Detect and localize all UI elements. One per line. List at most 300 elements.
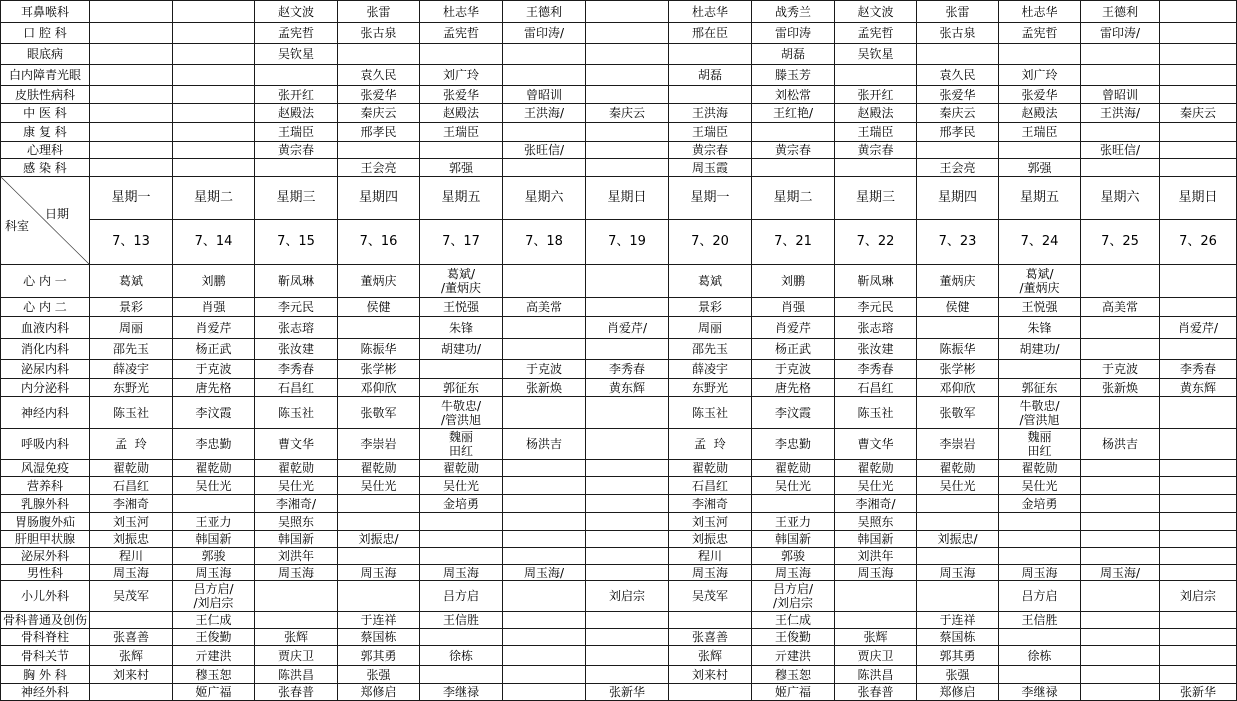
doctor-cell — [586, 86, 669, 104]
doctor-cell — [999, 360, 1081, 379]
doctor-cell: 东野光 — [90, 379, 173, 397]
doctor-cell — [917, 317, 999, 339]
doctor-cell: 韩国新 — [752, 531, 835, 548]
doctor-cell: 赵文波 — [255, 1, 338, 23]
table-row — [1, 531, 1237, 548]
doctor-cell: 王悦强 — [999, 298, 1081, 317]
doctor-cell — [586, 123, 669, 142]
doctor-cell: 王洪海/ — [503, 104, 586, 123]
doctor-cell: 侯健 — [338, 298, 420, 317]
doctor-cell: 肖爱芹 — [173, 317, 255, 339]
date-header: 7、17 — [420, 219, 503, 264]
doctor-cell: 高美常 — [1081, 298, 1160, 317]
doctor-cell: 刘启宗 — [586, 581, 669, 612]
doctor-cell: 周玉海 — [338, 565, 420, 581]
department-label: 消化内科 — [1, 339, 90, 360]
doctor-cell — [338, 317, 420, 339]
department-label: 心 内 二 — [1, 298, 90, 317]
doctor-cell: 张辉 — [90, 646, 173, 666]
doctor-cell — [503, 548, 586, 565]
doctor-cell: 陈玉社 — [255, 397, 338, 429]
table-row — [1, 65, 1237, 86]
doctor-cell: 秦庆云 — [338, 104, 420, 123]
doctor-cell: 张雷 — [338, 1, 420, 23]
doctor-cell — [1160, 44, 1237, 65]
doctor-cell: 刘玉河 — [669, 513, 752, 531]
doctor-cell — [586, 513, 669, 531]
date-header: 7、25 — [1081, 219, 1160, 264]
doctor-cell: 翟乾勋 — [338, 460, 420, 477]
doctor-cell: 魏丽 田红 — [999, 429, 1081, 460]
doctor-cell — [586, 495, 669, 513]
doctor-cell — [1081, 513, 1160, 531]
doctor-cell: 姬广福 — [173, 684, 255, 701]
doctor-cell: 邢孝民 — [338, 123, 420, 142]
doctor-cell: 姬广福 — [752, 684, 835, 701]
table-row — [1, 460, 1237, 477]
doctor-cell: 张汝建 — [255, 339, 338, 360]
doctor-cell — [586, 298, 669, 317]
doctor-cell: 邵先玉 — [669, 339, 752, 360]
doctor-cell: 曹文华 — [835, 429, 917, 460]
doctor-cell: 李湘奇 — [90, 495, 173, 513]
doctor-cell: 李秀春 — [255, 360, 338, 379]
doctor-cell — [586, 265, 669, 298]
doctor-cell: 王洪海 — [669, 104, 752, 123]
doctor-cell: 吕方启/ /刘启宗 — [173, 581, 255, 612]
doctor-cell: 李湘奇/ — [835, 495, 917, 513]
doctor-cell: 翟乾勋 — [173, 460, 255, 477]
doctor-cell: 王俊勤 — [752, 629, 835, 646]
doctor-cell: 郭强 — [420, 159, 503, 177]
doctor-cell — [1081, 123, 1160, 142]
doctor-cell: 程川 — [90, 548, 173, 565]
doctor-cell — [586, 565, 669, 581]
doctor-cell — [503, 477, 586, 495]
doctor-cell — [503, 684, 586, 701]
weekday-header: 星期五 — [420, 177, 503, 220]
doctor-cell: 李秀春 — [1160, 360, 1237, 379]
department-label: 血液内科 — [1, 317, 90, 339]
doctor-cell: 袁久民 — [338, 65, 420, 86]
doctor-cell: 王会亮 — [917, 159, 999, 177]
table-row — [1, 397, 1237, 429]
doctor-cell: 李汶霞 — [173, 397, 255, 429]
department-label: 呼吸内科 — [1, 429, 90, 460]
doctor-cell — [503, 460, 586, 477]
department-label: 泌尿内科 — [1, 360, 90, 379]
table-row — [1, 265, 1237, 298]
doctor-cell: 张新焕 — [1081, 379, 1160, 397]
doctor-cell — [255, 159, 338, 177]
doctor-cell: 刘鹏 — [752, 265, 835, 298]
doctor-cell — [1081, 44, 1160, 65]
doctor-cell — [1081, 65, 1160, 86]
doctor-cell — [917, 581, 999, 612]
doctor-cell: 于克波 — [173, 360, 255, 379]
doctor-cell — [90, 44, 173, 65]
doctor-cell: 吴仕光 — [173, 477, 255, 495]
doctor-cell: 陈玉社 — [835, 397, 917, 429]
doctor-cell — [503, 646, 586, 666]
doctor-cell: 李湘奇 — [669, 495, 752, 513]
doctor-cell: 胡磊 — [752, 44, 835, 65]
doctor-cell: 韩国新 — [255, 531, 338, 548]
doctor-cell — [420, 513, 503, 531]
doctor-cell: 雷印涛/ — [503, 23, 586, 44]
weekday-header: 星期六 — [503, 177, 586, 220]
doctor-cell: 张喜善 — [669, 629, 752, 646]
doctor-cell: 张春普 — [835, 684, 917, 701]
doctor-cell: 黄宗春 — [835, 142, 917, 159]
doctor-cell: 邵先玉 — [90, 339, 173, 360]
doctor-cell — [1160, 548, 1237, 565]
table-row — [1, 379, 1237, 397]
doctor-cell: 李秀春 — [586, 360, 669, 379]
doctor-cell — [90, 104, 173, 123]
doctor-cell: 徐栋 — [420, 646, 503, 666]
doctor-cell — [503, 65, 586, 86]
doctor-cell — [1081, 629, 1160, 646]
department-label: 风湿免疫 — [1, 460, 90, 477]
weekday-header: 星期日 — [586, 177, 669, 220]
doctor-cell: 周玉海/ — [1081, 565, 1160, 581]
doctor-cell: 战秀兰 — [752, 1, 835, 23]
doctor-cell: 王瑞臣 — [835, 123, 917, 142]
doctor-cell — [90, 684, 173, 701]
doctor-cell: 张春普 — [255, 684, 338, 701]
department-label: 康 复 科 — [1, 123, 90, 142]
doctor-cell — [1081, 684, 1160, 701]
doctor-cell: 赵殿法 — [255, 104, 338, 123]
doctor-cell: 秦庆云 — [917, 104, 999, 123]
doctor-cell — [835, 581, 917, 612]
doctor-cell — [90, 159, 173, 177]
doctor-cell — [503, 629, 586, 646]
doctor-cell: 王瑞臣 — [999, 123, 1081, 142]
doctor-cell: 朱锋 — [999, 317, 1081, 339]
doctor-cell: 张古泉 — [338, 23, 420, 44]
doctor-cell: 侯健 — [917, 298, 999, 317]
table-row — [1, 298, 1237, 317]
doctor-cell — [999, 44, 1081, 65]
doctor-cell — [586, 1, 669, 23]
doctor-cell — [1160, 460, 1237, 477]
doctor-cell: 陈玉社 — [669, 397, 752, 429]
doctor-cell: 郭征东 — [999, 379, 1081, 397]
table-row — [1, 666, 1237, 684]
doctor-cell — [917, 548, 999, 565]
doctor-cell: 黄东辉 — [1160, 379, 1237, 397]
doctor-cell: 吴仕光 — [420, 477, 503, 495]
doctor-cell: 吕方启/ /刘启宗 — [752, 581, 835, 612]
department-label: 白内障青光眼 — [1, 65, 90, 86]
doctor-cell: 周玉海 — [752, 565, 835, 581]
doctor-cell: 张爱华 — [999, 86, 1081, 104]
doctor-cell — [1081, 581, 1160, 612]
doctor-cell: 周玉海 — [835, 565, 917, 581]
table-row — [1, 612, 1237, 629]
doctor-cell: 张辉 — [255, 629, 338, 646]
doctor-cell: 于克波 — [1081, 360, 1160, 379]
table-row — [1, 317, 1237, 339]
doctor-cell — [1081, 612, 1160, 629]
date-header: 7、13 — [90, 219, 173, 264]
department-label: 皮肤性病科 — [1, 86, 90, 104]
doctor-cell — [1081, 265, 1160, 298]
date-header: 7、24 — [999, 219, 1081, 264]
doctor-cell: 张学彬 — [917, 360, 999, 379]
doctor-cell: 牛敬忠/ /管洪旭 — [999, 397, 1081, 429]
doctor-cell — [586, 23, 669, 44]
doctor-cell — [420, 548, 503, 565]
doctor-cell — [338, 142, 420, 159]
doctor-cell: 刘洪年 — [835, 548, 917, 565]
doctor-cell: 唐先格 — [173, 379, 255, 397]
doctor-cell: 李忠勤 — [173, 429, 255, 460]
doctor-cell: 石昌红 — [835, 379, 917, 397]
department-label: 骨科普通及创伤 — [1, 612, 90, 629]
doctor-cell — [90, 23, 173, 44]
doctor-cell — [503, 397, 586, 429]
doctor-cell: 石昌红 — [255, 379, 338, 397]
doctor-cell: 张汝建 — [835, 339, 917, 360]
doctor-cell — [586, 65, 669, 86]
doctor-cell — [586, 612, 669, 629]
weekday-header: 星期三 — [835, 177, 917, 220]
doctor-cell: 邢在臣 — [669, 23, 752, 44]
doctor-cell — [1160, 565, 1237, 581]
doctor-cell: 杨正武 — [173, 339, 255, 360]
doctor-cell: 王俊勤 — [173, 629, 255, 646]
doctor-cell: 张爱华 — [917, 86, 999, 104]
doctor-cell — [669, 612, 752, 629]
doctor-cell — [503, 513, 586, 531]
doctor-cell: 陈洪昌 — [835, 666, 917, 684]
doctor-cell — [90, 142, 173, 159]
weekday-header: 星期二 — [752, 177, 835, 220]
doctor-cell: 王红艳/ — [752, 104, 835, 123]
doctor-cell: 郭其勇 — [917, 646, 999, 666]
doctor-cell: 刘来村 — [90, 666, 173, 684]
date-header: 7、15 — [255, 219, 338, 264]
doctor-cell: 张辉 — [835, 629, 917, 646]
doctor-cell: 于连祥 — [338, 612, 420, 629]
doctor-cell — [255, 65, 338, 86]
date-row — [1, 219, 1237, 264]
doctor-cell: 肖强 — [752, 298, 835, 317]
doctor-cell: 李崇岩 — [338, 429, 420, 460]
doctor-cell — [338, 44, 420, 65]
doctor-cell: 王仁成 — [173, 612, 255, 629]
doctor-cell — [503, 495, 586, 513]
doctor-cell — [586, 44, 669, 65]
doctor-cell: 刘来村 — [669, 666, 752, 684]
doctor-cell — [255, 581, 338, 612]
doctor-cell: 蔡国栋 — [917, 629, 999, 646]
doctor-cell: 穆玉恕 — [173, 666, 255, 684]
doctor-cell — [1081, 646, 1160, 666]
doctor-cell: 李汶霞 — [752, 397, 835, 429]
table-row — [1, 429, 1237, 460]
corner-diagonal-box — [1, 205, 89, 236]
table-row — [1, 339, 1237, 360]
doctor-cell — [503, 531, 586, 548]
department-label: 胸 外 科 — [1, 666, 90, 684]
doctor-cell — [173, 159, 255, 177]
weekday-header: 星期四 — [917, 177, 999, 220]
doctor-cell: 吴照东 — [835, 513, 917, 531]
table-row — [1, 104, 1237, 123]
doctor-cell — [1160, 666, 1237, 684]
doctor-cell: 杜志华 — [669, 1, 752, 23]
department-label: 乳腺外科 — [1, 495, 90, 513]
doctor-cell — [1081, 531, 1160, 548]
doctor-cell: 张志瑢 — [255, 317, 338, 339]
table-row — [1, 565, 1237, 581]
doctor-cell: 李继禄 — [420, 684, 503, 701]
doctor-cell — [1081, 548, 1160, 565]
doctor-cell: 陈洪昌 — [255, 666, 338, 684]
date-header: 7、26 — [1160, 219, 1237, 264]
doctor-cell: 杨洪吉 — [503, 429, 586, 460]
doctor-cell: 曾昭训 — [1081, 86, 1160, 104]
doctor-cell: 刘振忠 — [669, 531, 752, 548]
doctor-cell: 赵文波 — [835, 1, 917, 23]
doctor-cell: 魏丽 田红 — [420, 429, 503, 460]
doctor-cell: 王亚力 — [173, 513, 255, 531]
doctor-cell — [503, 581, 586, 612]
doctor-cell — [1160, 531, 1237, 548]
doctor-cell — [255, 612, 338, 629]
upper-department-rows — [1, 1, 1237, 177]
doctor-cell — [173, 86, 255, 104]
doctor-cell: 孟宪哲 — [255, 23, 338, 44]
doctor-cell: 翟乾勋 — [835, 460, 917, 477]
doctor-cell: 周玉海 — [999, 565, 1081, 581]
department-label: 心 内 一 — [1, 265, 90, 298]
department-label: 耳鼻喉科 — [1, 1, 90, 23]
doctor-cell — [503, 339, 586, 360]
doctor-cell: 孟 玲 — [669, 429, 752, 460]
department-label: 眼底病 — [1, 44, 90, 65]
department-label: 口 腔 科 — [1, 23, 90, 44]
doctor-cell: 刘松常 — [752, 86, 835, 104]
doctor-cell: 韩国新 — [835, 531, 917, 548]
doctor-cell: 邓仰欣 — [917, 379, 999, 397]
doctor-cell — [503, 612, 586, 629]
doctor-cell: 滕玉芳 — [752, 65, 835, 86]
doctor-cell: 亓建洪 — [173, 646, 255, 666]
doctor-cell: 张雷 — [917, 1, 999, 23]
doctor-cell: 袁久民 — [917, 65, 999, 86]
doctor-cell: 穆玉恕 — [752, 666, 835, 684]
doctor-cell: 周玉霞 — [669, 159, 752, 177]
doctor-cell — [752, 159, 835, 177]
doctor-cell: 李忠勤 — [752, 429, 835, 460]
doctor-cell: 肖爱芹 — [752, 317, 835, 339]
doctor-cell: 刘振忠/ — [338, 531, 420, 548]
doctor-cell: 张爱华 — [338, 86, 420, 104]
doctor-cell — [1081, 666, 1160, 684]
doctor-cell: 王信胜 — [420, 612, 503, 629]
doctor-cell: 徐栋 — [999, 646, 1081, 666]
doctor-cell — [90, 65, 173, 86]
doctor-cell: 陈振华 — [917, 339, 999, 360]
doctor-cell: 董炳庆 — [338, 265, 420, 298]
doctor-cell — [999, 142, 1081, 159]
doctor-cell: 李湘奇/ — [255, 495, 338, 513]
doctor-cell — [586, 629, 669, 646]
doctor-cell: 靳凤琳 — [835, 265, 917, 298]
doctor-cell: 雷印涛/ — [1081, 23, 1160, 44]
doctor-cell: 郭强 — [999, 159, 1081, 177]
doctor-cell — [173, 104, 255, 123]
doctor-cell: 周玉海/ — [503, 565, 586, 581]
table-row — [1, 581, 1237, 612]
doctor-cell — [173, 44, 255, 65]
table-row — [1, 646, 1237, 666]
doctor-cell: 张强 — [338, 666, 420, 684]
doctor-cell: 郑修启 — [917, 684, 999, 701]
doctor-cell — [1160, 397, 1237, 429]
doctor-cell: 刘广玲 — [420, 65, 503, 86]
table-row — [1, 159, 1237, 177]
doctor-cell: 周丽 — [669, 317, 752, 339]
doctor-cell — [669, 44, 752, 65]
doctor-cell — [835, 159, 917, 177]
doctor-cell — [90, 123, 173, 142]
doctor-cell: 郭骏 — [173, 548, 255, 565]
doctor-cell: 黄宗春 — [752, 142, 835, 159]
department-label: 内分泌科 — [1, 379, 90, 397]
doctor-cell: 秦庆云 — [586, 104, 669, 123]
doctor-cell: 郭骏 — [752, 548, 835, 565]
doctor-cell: 张新焕 — [503, 379, 586, 397]
weekday-header: 星期一 — [669, 177, 752, 220]
doctor-cell — [1160, 513, 1237, 531]
doctor-cell — [1160, 159, 1237, 177]
doctor-cell: 刘振忠/ — [917, 531, 999, 548]
doctor-cell: 翟乾勋 — [669, 460, 752, 477]
doctor-cell: 肖爱芹/ — [1160, 317, 1237, 339]
doctor-cell: 郭征东 — [420, 379, 503, 397]
department-label: 中 医 科 — [1, 104, 90, 123]
doctor-cell: 景彩 — [90, 298, 173, 317]
doctor-cell: 吴仕光 — [255, 477, 338, 495]
doctor-cell: 吴茂军 — [669, 581, 752, 612]
doctor-cell — [917, 142, 999, 159]
department-label: 男性科 — [1, 565, 90, 581]
doctor-cell: 程川 — [669, 548, 752, 565]
weekday-header: 星期三 — [255, 177, 338, 220]
table-row — [1, 142, 1237, 159]
doctor-cell — [503, 666, 586, 684]
doctor-cell — [999, 548, 1081, 565]
date-header: 7、23 — [917, 219, 999, 264]
doctor-cell: 牛敬忠/ /管洪旭 — [420, 397, 503, 429]
corner-header — [1, 177, 90, 265]
weekday-header: 星期日 — [1160, 177, 1237, 220]
doctor-cell — [586, 339, 669, 360]
date-header: 7、20 — [669, 219, 752, 264]
doctor-cell — [173, 65, 255, 86]
doctor-cell: 张旺信/ — [503, 142, 586, 159]
doctor-cell — [586, 397, 669, 429]
doctor-cell: 杨洪吉 — [1081, 429, 1160, 460]
doctor-cell — [586, 460, 669, 477]
doctor-cell — [420, 666, 503, 684]
